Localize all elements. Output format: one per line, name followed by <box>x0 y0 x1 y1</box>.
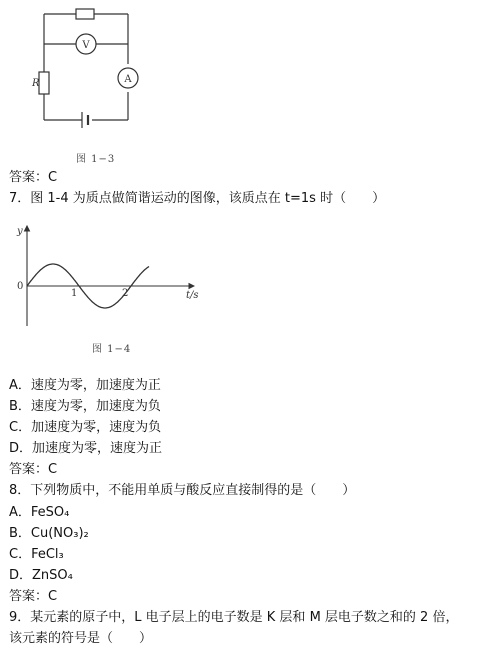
question-7-option-d: D．加速度为零，速度为正 <box>9 441 163 456</box>
question-7-stem: 7．图 1-4 为质点做简谐运动的图像，该质点在 t=1s 时（ ） <box>9 191 386 206</box>
question-8-option-b: B．Cu(NO₃)₂ <box>9 526 89 541</box>
shm-graph <box>14 222 214 332</box>
ammeter-label: A <box>124 74 132 85</box>
answer-q7: 答案：C <box>9 462 58 477</box>
answer-q8: 答案：C <box>9 589 58 604</box>
question-9-stem-line-1: 9．某元素的原子中，L 电子层上的电子数是 K 层和 M 层电子数之和的 2 倍， <box>9 610 459 625</box>
figure-1-3-caption: 图 1−3 <box>76 154 116 165</box>
tick-label-2: 2 <box>122 288 129 299</box>
question-7-option-a: A．速度为零，加速度为正 <box>9 378 161 393</box>
question-9-stem-line-2: 该元素的符号是（ ） <box>9 631 153 646</box>
x-axis-label: t/s <box>186 290 199 301</box>
question-8-option-c: C．FeCl₃ <box>9 547 64 562</box>
answer-q6: 答案：C <box>9 170 58 185</box>
voltmeter-label: V <box>82 40 90 51</box>
figure-1-4-caption: 图 1−4 <box>92 344 132 355</box>
question-7-option-b: B．速度为零，加速度为负 <box>9 399 161 414</box>
question-8-stem: 8．下列物质中，不能用单质与酸反应直接制得的是（ ） <box>9 483 356 498</box>
circuit-diagram <box>30 2 190 142</box>
question-7-option-c: C．加速度为零，速度为负 <box>9 420 162 435</box>
origin-label: 0 <box>17 281 24 292</box>
top-resistor <box>76 9 94 19</box>
resistor-r <box>39 72 49 94</box>
question-8-option-d: D．ZnSO₄ <box>9 568 73 583</box>
resistor-label: R <box>32 78 40 89</box>
tick-label-1: 1 <box>71 288 78 299</box>
question-8-option-a: A．FeSO₄ <box>9 505 70 520</box>
y-axis-label: y <box>17 226 23 237</box>
